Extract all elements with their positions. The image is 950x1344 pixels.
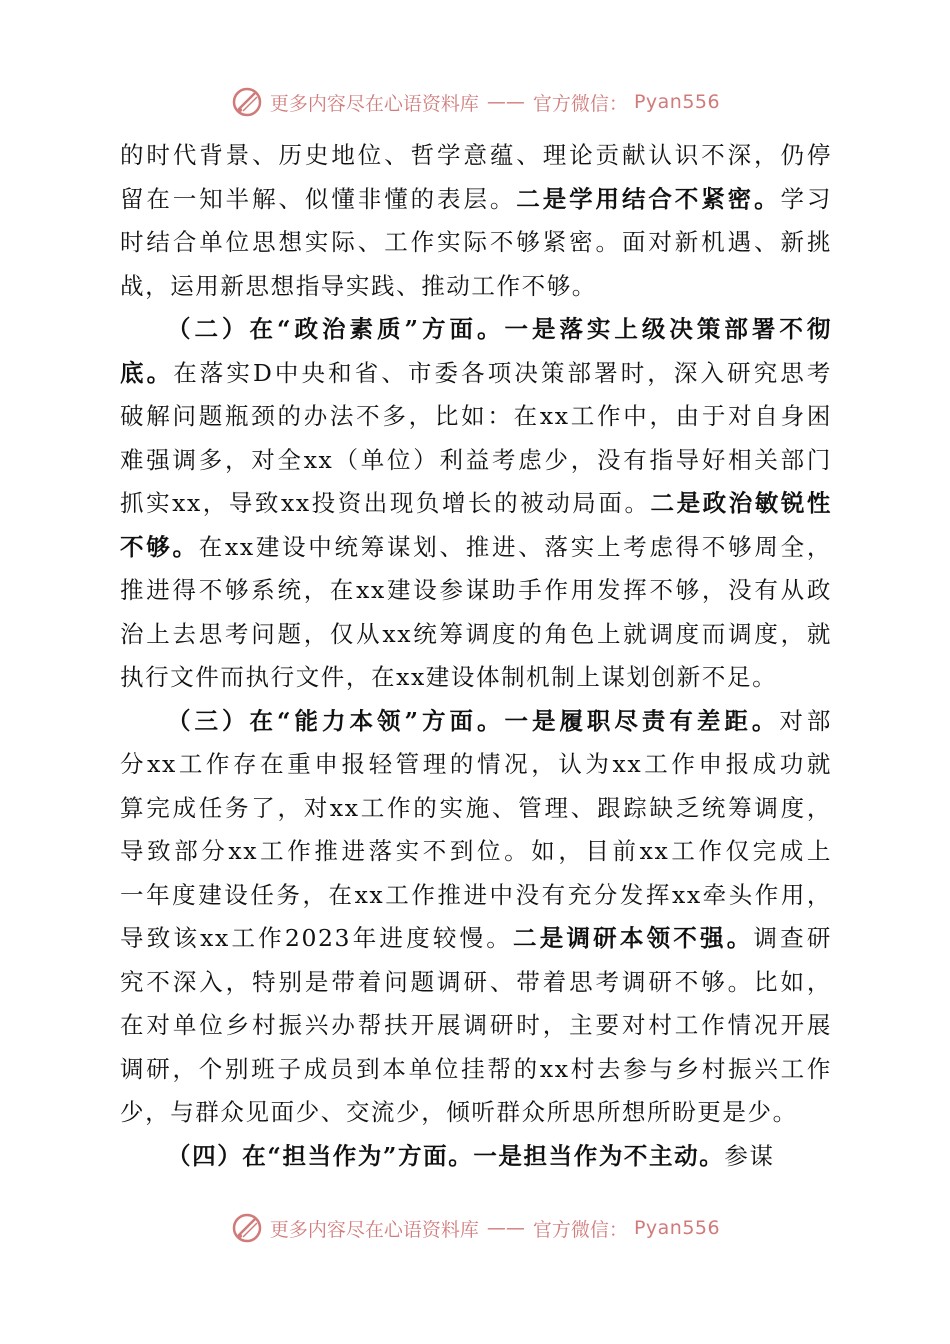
body-text: 战，运用新思想指导实践、推动工作不够。 xyxy=(120,271,597,300)
text-line xyxy=(120,1004,832,1048)
body-text: 究不深入，特别是带着问题调研、带着思考调研不够。比如， xyxy=(120,967,832,996)
document-body xyxy=(120,134,832,1178)
body-text: 难强调多，对全xx（单位）利益考虑少，没有指导好相关部门 xyxy=(120,445,832,474)
paragraph xyxy=(120,1135,832,1179)
body-text: 留在一知半解、似懂非懂的表层。 xyxy=(120,184,517,213)
body-text: 对部 xyxy=(779,706,833,735)
body-text: 少，与群众见面少、交流少，倾听群众所思所想所盼更是少。 xyxy=(120,1098,798,1126)
bold-heading-text: 底。 xyxy=(120,358,174,387)
bold-heading-text: （三）在“能力本领”方面。一是履职尽责有差距。 xyxy=(167,706,780,735)
text-line xyxy=(120,1135,832,1179)
text-line xyxy=(120,569,832,613)
text-line xyxy=(120,265,832,309)
text-line xyxy=(120,395,832,439)
watermark-text: 更多内容尽在心语资料库 xyxy=(269,92,479,115)
bold-heading-text: 二是学用结合不紧密。 xyxy=(516,184,781,213)
body-text: 算完成任务了，对xx工作的实施、管理、跟踪缺乏统筹调度， xyxy=(120,793,832,822)
text-line xyxy=(120,526,832,570)
watermark-separator: —— xyxy=(486,91,525,113)
text-line xyxy=(120,482,832,526)
bold-heading-text: 二是调研本领不强。 xyxy=(513,924,754,952)
text-line xyxy=(120,700,832,744)
body-text: 治上去思考问题，仅从xx统筹调度的角色上就调度而调度，就 xyxy=(120,619,832,648)
body-text: 导致该xx工作2023年进度较慢。 xyxy=(120,924,514,952)
body-text: 调研，个别班子成员到本单位挂帮的xx村去参与乡村振兴工作 xyxy=(120,1054,832,1083)
body-text: 一年度建设任务，在xx工作推进中没有充分发挥xx牵头作用， xyxy=(120,880,832,909)
body-text: 在对单位乡村振兴办帮扶开展调研时，主要对村工作情况开展 xyxy=(120,1011,832,1039)
text-line xyxy=(120,961,832,1005)
text-line xyxy=(120,134,832,178)
text-line xyxy=(120,743,832,787)
watermark-wechat-id: Pyan556 xyxy=(633,91,721,113)
text-line xyxy=(120,874,832,918)
text-line xyxy=(120,178,832,222)
body-text: 推进得不够系统，在xx建设参谋助手作用发挥不够，没有从政 xyxy=(120,576,832,604)
body-text: 抓实xx，导致xx投资出现负增长的被动局面。 xyxy=(120,489,651,517)
bold-heading-text: 不够。 xyxy=(120,532,199,561)
body-text: 时结合单位思想实际、工作实际不够紧密。面对新机遇、新挑 xyxy=(120,228,832,256)
text-line xyxy=(120,613,832,657)
quill-seal-logo-icon xyxy=(230,85,264,119)
footer-watermark xyxy=(0,1208,950,1248)
bold-heading-text: 二是政治敏锐性 xyxy=(650,489,833,517)
body-text: 在落实D中央和省、市委各项决策部署时，深入研究思考 xyxy=(173,358,833,387)
text-line xyxy=(120,917,832,961)
body-text: 在xx建设中统筹谋划、推进、落实上考虑得不够周全， xyxy=(198,532,832,561)
body-text: 破解问题瓶颈的办法不多，比如：在xx工作中，由于对自身困 xyxy=(120,402,832,430)
text-line xyxy=(120,1091,832,1135)
watermark-wechat-label: 官方微信： xyxy=(532,92,628,115)
watermark-wechat-id: Pyan556 xyxy=(633,1217,721,1239)
body-text: 调查研 xyxy=(753,924,832,952)
text-line xyxy=(120,439,832,483)
text-line xyxy=(120,352,832,396)
watermark-separator: —— xyxy=(486,1217,525,1239)
text-line xyxy=(120,1048,832,1092)
watermark-text: 更多内容尽在心语资料库 xyxy=(269,1218,479,1241)
quill-seal-logo-icon xyxy=(230,1211,264,1245)
body-text: 分xx工作存在重申报轻管理的情况，认为xx工作申报成功就 xyxy=(120,750,832,778)
text-line xyxy=(120,308,832,352)
bold-heading-text: （二）在“政治素质”方面。一是落实上级决策部署不彻 xyxy=(167,315,832,343)
text-line xyxy=(120,221,832,265)
body-text: 学习 xyxy=(780,184,833,213)
text-line xyxy=(120,830,832,874)
bold-heading-text: （四）在“担当作为”方面。一是担当作为不主动。 xyxy=(167,1141,725,1170)
header-watermark xyxy=(0,82,950,122)
body-text: 导致部分xx工作推进落实不到位。如，目前xx工作仅完成上 xyxy=(120,837,832,865)
body-text: 的时代背景、历史地位、哲学意蕴、理论贡献认识不深，仍停 xyxy=(120,141,832,169)
paragraph xyxy=(120,308,832,700)
body-text: 执行文件而执行文件，在xx建设体制机制上谋划创新不足。 xyxy=(120,663,778,691)
body-text: 参谋 xyxy=(724,1141,775,1170)
watermark-wechat-label: 官方微信： xyxy=(532,1218,628,1241)
paragraph xyxy=(120,700,832,1135)
text-line xyxy=(120,656,832,700)
paragraph xyxy=(120,134,832,308)
text-line xyxy=(120,787,832,831)
